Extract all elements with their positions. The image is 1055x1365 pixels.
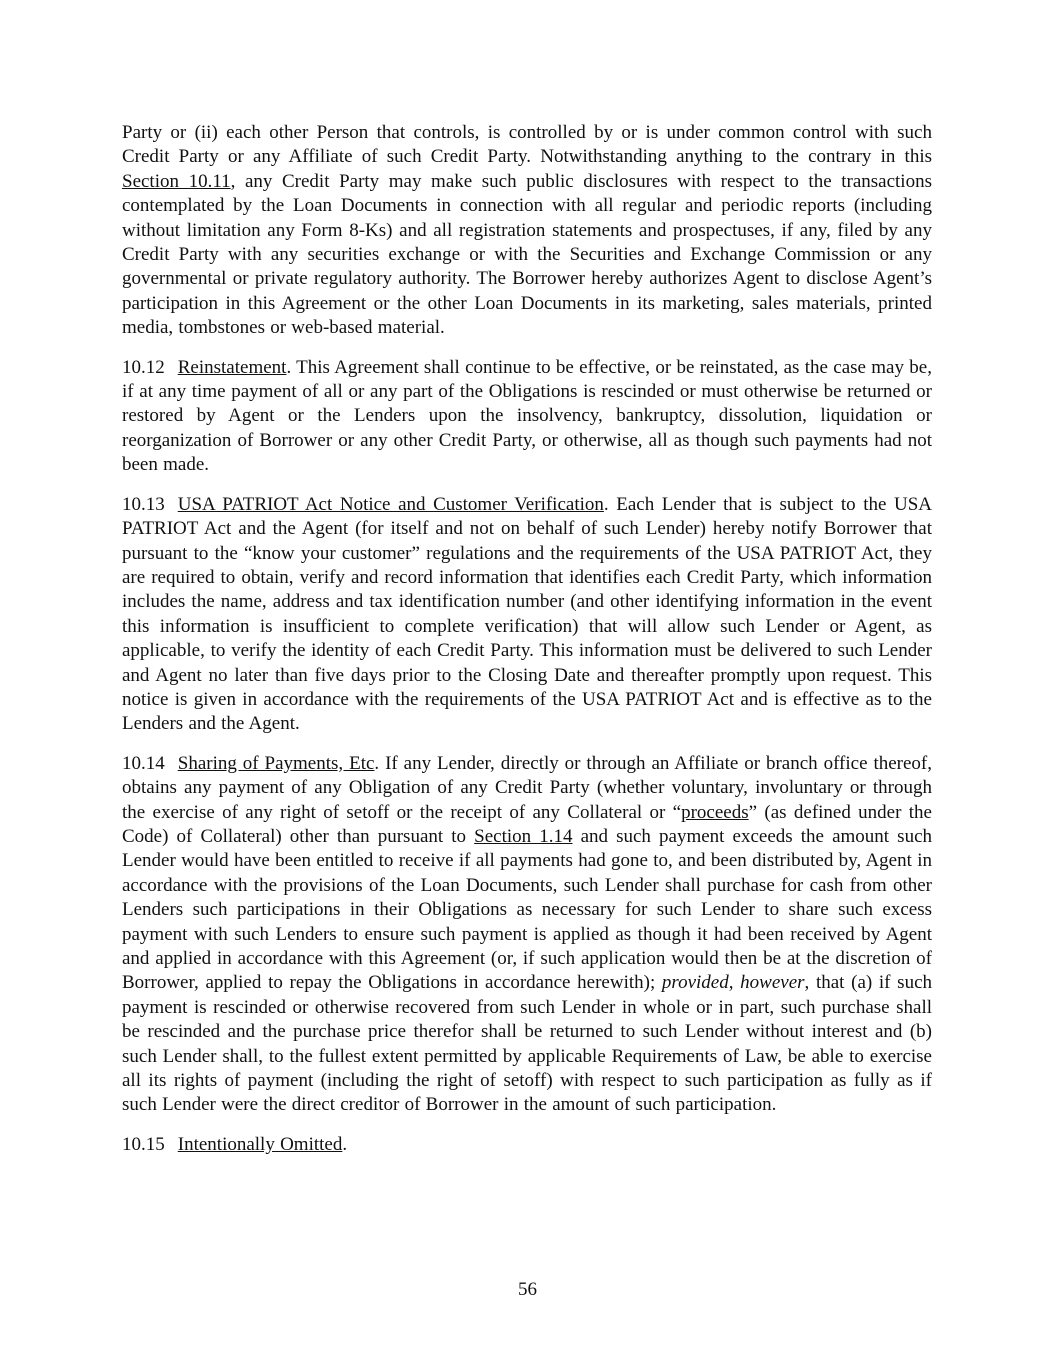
text-run: and such payment exceeds the amount such Lender would have been entitled to receive if all payments had gone to, and been distributed by, Agent in accordance with the provisions of the Loan Documents, such Lender shall purchase for cash from other Lenders such participations in their Obligations as necessary for such Lender to share such excess payment with such Lenders to ensure such payment is applied as though it had been received by Agent and applied in accordance with this Agreement (or, if such application would then be at the discretion of Borrower, applied to repay the Obligations in accordance herewith); (122, 825, 932, 994)
text-run: . If any Lender, directly or through an Affiliate or branch office thereof, obtains any payment of any Obligation of any Credit Party (whether voluntary, involuntary or through the exercise of any right of setoff or the receipt of any Collateral or “ (122, 752, 932, 823)
page-number: 56 (518, 1279, 537, 1300)
paragraph-section-10-12-reinstatement (122, 356, 932, 478)
paragraph-section-10-13-usa-patriot-act-notice (122, 493, 932, 737)
text-run: , (728, 972, 741, 994)
section-number: 10.13 (122, 493, 165, 515)
text-run: , any Credit Party may make such public disclosures with respect to the transactions contemplated by the Loan Documents in connection with all regular and periodic reports (including without limitation any Form 8-Ks) and all registration statements and prospectuses, if any, filed by any Credit Party with any securities exchange or with the Securities and Exchange Commission or any governmental or private regulatory authority. The Borrower hereby authorizes Agent to disclose Agent’s participation in this Agreement or the other Loan Documents in its marketing, sales materials, printed media, tombstones or web-based material. (122, 170, 932, 339)
italic-text: however (740, 972, 805, 994)
underlined-text: Sharing of Payments, Etc (177, 752, 375, 774)
underlined-text: Intentionally Omitted (177, 1133, 343, 1155)
underlined-text: Reinstatement (177, 356, 287, 378)
text-run: Party or (ii) each other Person that controls, is controlled by or is under common control with such Credit Party or any Affiliate of such Credit Party. Notwithstanding anything to the contrary in this (122, 122, 932, 168)
italic-text: provided (661, 972, 729, 994)
text-run: ” (as defined under the Code) of Collateral) other than pursuant to (122, 801, 932, 847)
underlined-text: proceeds (681, 801, 749, 823)
underlined-text: Section 1.14 (474, 825, 573, 847)
text-run: . This Agreement shall continue to be effective, or be reinstated, as the case may be, if at any time payment of all or any part of the Obligations is rescinded or must otherwise be returned or restored by Agent or the Lenders upon the insolvency, bankruptcy, dissolution, liquidation or reorganization of Borrower or any other Credit Party, or otherwise, all as though such payments had not been made. (122, 356, 932, 476)
paragraph-section-10-14-sharing-of-payments (122, 752, 932, 1118)
section-number: 10.15 (122, 1133, 165, 1155)
text-block (122, 121, 932, 1172)
text-run: . (342, 1133, 348, 1155)
underlined-text: USA PATRIOT Act Notice and Customer Verification (177, 493, 604, 515)
underlined-text: Section 10.11 (122, 170, 231, 192)
section-number: 10.14 (122, 752, 165, 774)
text-run: , that (a) if such payment is rescinded or otherwise recovered from such Lender in whole or in part, such purchase shall be rescinded and the purchase price therefor shall be returned to such Lender without interest and (b) such Lender shall, to the fullest extent permitted by applicable Requirements of Law, be able to exercise all its rights of payment (including the right of setoff) with respect to such participation as fully as if such Lender were the direct creditor of Borrower in the amount of such participation. (122, 972, 932, 1116)
paragraph-section-10-15-intentionally-omitted (122, 1133, 932, 1157)
text-run: . Each Lender that is subject to the USA PATRIOT Act and the Agent (for itself and not on behalf of such Lender) hereby notify Borrower that pursuant to the “know your customer” regulations and the requirements of the USA PATRIOT Act, they are required to obtain, verify and record information that identifies each Credit Party, which information includes the name, address and tax identification number (and other identifying information in the event this information is insufficient to complete verification) that will allow such Lender or Agent, as applicable, to verify the identity of each Credit Party. This information must be delivered to such Lender and Agent no later than five days prior to the Closing Date and thereafter promptly upon request. This notice is given in accordance with the requirements of the USA PATRIOT Act and is effective as to the Lenders and the Agent. (122, 493, 932, 735)
section-number: 10.12 (122, 356, 165, 378)
paragraph-section-10-11-continuation (122, 121, 932, 341)
